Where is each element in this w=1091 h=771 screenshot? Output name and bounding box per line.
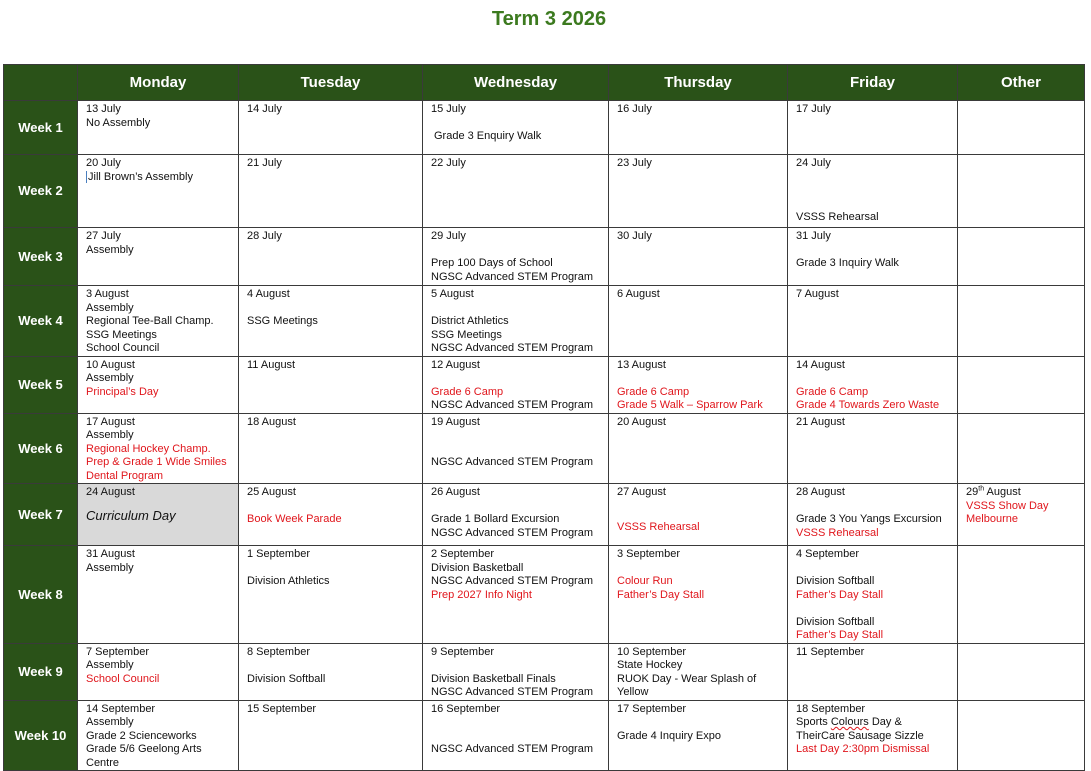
event-highlight: Regional Hockey Champ.	[86, 442, 211, 455]
header-corner	[4, 65, 78, 101]
cell-date: 7 September	[86, 645, 149, 658]
event: Sports Colours Day &	[796, 716, 902, 728]
cell-date: 11 September	[796, 645, 865, 658]
week-row-10	[4, 700, 1085, 771]
cell-tuesday	[239, 643, 423, 700]
week-label: Week 9	[4, 643, 78, 700]
event-highlight: Grade 4 Towards Zero Waste	[796, 399, 940, 411]
event: NGSC Advanced STEM Program	[431, 456, 594, 468]
event-highlight: Grade 6 Camp	[617, 385, 690, 398]
event-highlight: Prep & Grade 1 Wide Smiles	[86, 456, 227, 468]
cell-date: 4 August	[247, 288, 290, 300]
event: Prep 100 Days of School	[431, 257, 553, 269]
cell-monday	[78, 286, 239, 357]
cell-date: 17 July	[796, 103, 831, 115]
cell-friday	[788, 546, 958, 644]
event-highlight: Grade 6 Camp	[431, 385, 504, 398]
cell-other	[958, 484, 1085, 546]
event: NGSC Advanced STEM Program	[431, 270, 594, 283]
cell-date: 11 August	[247, 358, 296, 371]
cell-wednesday	[423, 546, 609, 644]
event-highlight: School Council	[86, 672, 160, 685]
event: Jill Brown’s Assembly	[88, 170, 193, 183]
week-label: Week 2	[4, 155, 78, 228]
cell-other	[958, 643, 1085, 700]
cell-friday	[788, 413, 958, 484]
cell-date: 29th August	[966, 485, 1021, 498]
cell-wednesday	[423, 413, 609, 484]
cell-other	[958, 228, 1085, 286]
event: Grade 3 Inquiry Walk	[796, 257, 899, 269]
cell-friday	[788, 356, 958, 413]
cell-other	[958, 413, 1085, 484]
event: Division Basketball	[431, 561, 524, 574]
event: Division Softball	[247, 672, 326, 685]
cell-thursday	[609, 484, 788, 546]
week-label: Week 1	[4, 101, 78, 155]
cell-date: 18 August	[247, 415, 296, 428]
cell-date: 10 August	[86, 358, 135, 371]
cell-date: 29 July	[431, 230, 466, 242]
cell-date: 10 September	[617, 645, 687, 658]
cell-tuesday	[239, 484, 423, 546]
event: Division Basketball Finals	[431, 672, 556, 685]
header-wednesday: Wednesday	[423, 65, 609, 101]
cell-tuesday	[239, 228, 423, 286]
cell-date: 14 September	[86, 702, 156, 715]
event: Assembly	[86, 561, 134, 574]
cell-thursday	[609, 546, 788, 644]
cell-tuesday	[239, 700, 423, 771]
event: NGSC Advanced STEM Program	[431, 342, 594, 354]
event: State Hockey	[617, 659, 683, 671]
cell-date: 19 August	[431, 415, 480, 428]
cell-date: 27 July	[86, 230, 121, 242]
cell-date: 28 August	[796, 486, 845, 498]
event: NGSC Advanced STEM Program	[431, 743, 594, 755]
event: VSSS Rehearsal	[796, 210, 879, 223]
cell-date: 4 September	[796, 548, 859, 560]
event: NGSC Advanced STEM Program	[431, 686, 594, 698]
cell-friday	[788, 286, 958, 357]
cell-monday	[78, 700, 239, 771]
cell-date: 2 September	[431, 548, 494, 560]
week-row-6	[4, 413, 1085, 484]
event: NGSC Advanced STEM Program	[431, 526, 594, 539]
cell-tuesday	[239, 155, 423, 228]
cell-friday	[788, 228, 958, 286]
cell-monday	[78, 228, 239, 286]
cell-date: 13 July	[86, 103, 121, 115]
cell-date: 17 September	[617, 702, 687, 715]
cell-date: 20 July	[86, 157, 121, 169]
cell-monday	[78, 155, 239, 228]
event: Grade 2 Scienceworks	[86, 729, 197, 742]
week-label: Week 6	[4, 413, 78, 484]
cell-wednesday	[423, 101, 609, 155]
event: SSG Meetings	[431, 328, 502, 341]
cell-date: 28 July	[247, 230, 282, 242]
cell-monday	[78, 101, 239, 155]
event-highlight: VSSS Rehearsal	[796, 526, 879, 539]
event-highlight: Dental Program	[86, 469, 164, 482]
cell-date: 25 August	[247, 486, 296, 498]
cell-tuesday	[239, 546, 423, 644]
event-highlight: Book Week Parade	[247, 513, 342, 525]
event-highlight: VSSS Show Day	[966, 499, 1049, 512]
event: SSG Meetings	[86, 328, 157, 341]
event: Regional Tee-Ball Champ.	[86, 315, 214, 327]
header-monday: Monday	[78, 65, 239, 101]
event: School Council	[86, 342, 160, 354]
cell-date: 14 August	[796, 358, 845, 371]
event: Grade 5/6 Geelong Arts Centre	[86, 743, 202, 769]
week-label: Week 4	[4, 286, 78, 357]
cell-date: 3 August	[86, 288, 129, 300]
event: NGSC Advanced STEM Program	[431, 575, 594, 587]
cell-tuesday	[239, 356, 423, 413]
event: Grade 3 Enquiry Walk	[434, 130, 542, 142]
cell-date: 31 July	[796, 230, 831, 242]
event-highlight: Last Day 2:30pm Dismissal	[796, 743, 930, 755]
week-label: Week 8	[4, 546, 78, 644]
event: Assembly	[86, 429, 134, 441]
event: Assembly	[86, 243, 134, 256]
cell-date: 22 July	[431, 157, 466, 169]
cell-date: 3 September	[617, 548, 680, 560]
cell-friday	[788, 155, 958, 228]
page-title: Term 3 2026	[491, 8, 607, 30]
cell-friday	[788, 484, 958, 546]
cell-date: 7 August	[796, 288, 839, 300]
cell-date: 24 July	[796, 157, 831, 169]
cell-thursday	[609, 155, 788, 228]
event-highlight: Colour Run	[617, 575, 673, 587]
week-label: Week 7	[4, 484, 78, 546]
week-row-9	[4, 643, 1085, 700]
cell-monday	[78, 413, 239, 484]
cell-other	[958, 286, 1085, 357]
cell-date: 5 August	[431, 288, 474, 300]
event: No Assembly	[86, 116, 151, 129]
week-row-4	[4, 286, 1085, 357]
cell-friday	[788, 643, 958, 700]
cell-date: 6 August	[617, 288, 660, 300]
cell-friday	[788, 101, 958, 155]
event: District Athletics	[431, 315, 509, 327]
cell-date: 21 August	[796, 415, 845, 428]
header-tuesday: Tuesday	[239, 65, 423, 101]
cell-date: 8 September	[247, 645, 310, 658]
event-highlight: Father’s Day Stall	[617, 588, 705, 601]
cell-thursday	[609, 101, 788, 155]
event: Grade 1 Bollard Excursion	[431, 513, 560, 525]
event-highlight: Father’s Day Stall	[796, 629, 884, 641]
header-friday: Friday	[788, 65, 958, 101]
cell-other	[958, 546, 1085, 644]
cell-other	[958, 356, 1085, 413]
cell-monday-curriculum-day	[78, 484, 239, 546]
cell-date: 16 September	[431, 702, 501, 715]
event: Grade 4 Inquiry Expo	[617, 729, 721, 742]
week-label: Week 3	[4, 228, 78, 286]
week-label: Week 5	[4, 356, 78, 413]
cell-monday	[78, 546, 239, 644]
cell-date: 14 July	[247, 103, 282, 115]
cell-monday	[78, 643, 239, 700]
cell-tuesday	[239, 413, 423, 484]
cell-other	[958, 700, 1085, 771]
term-calendar-table	[3, 64, 1085, 771]
cell-wednesday	[423, 643, 609, 700]
cell-friday	[788, 700, 958, 771]
cell-date: 31 August	[86, 548, 135, 560]
cell-thursday	[609, 228, 788, 286]
event-highlight: Grade 6 Camp	[796, 385, 869, 398]
cell-thursday	[609, 356, 788, 413]
cell-date: 13 August	[617, 358, 666, 371]
event: Assembly	[86, 659, 134, 671]
cell-date: 27 August	[617, 486, 666, 498]
event: Grade 3 You Yangs Excursion	[796, 513, 942, 525]
cell-wednesday	[423, 155, 609, 228]
cell-wednesday	[423, 228, 609, 286]
cell-thursday	[609, 413, 788, 484]
event: Division Softball	[796, 575, 875, 587]
cell-date: 16 July	[617, 103, 652, 115]
event: TheirCare Sausage Sizzle	[796, 729, 924, 742]
event-highlight: Melbourne	[966, 513, 1018, 525]
cell-tuesday	[239, 101, 423, 155]
cell-thursday	[609, 286, 788, 357]
cell-wednesday	[423, 286, 609, 357]
cell-date: 17 August	[86, 415, 135, 428]
event: Assembly	[86, 301, 134, 314]
event: Curriculum Day	[86, 507, 176, 523]
cell-date: 12 August	[431, 358, 480, 371]
cell-tuesday	[239, 286, 423, 357]
week-row-1	[4, 101, 1085, 155]
cell-other	[958, 101, 1085, 155]
cell-date: 9 September	[431, 645, 494, 658]
week-row-8	[4, 546, 1085, 644]
cell-monday	[78, 356, 239, 413]
event: Assembly	[86, 716, 134, 728]
event-highlight: Father’s Day Stall	[796, 588, 884, 601]
cell-thursday	[609, 700, 788, 771]
header-row	[4, 65, 1085, 101]
cell-date: 15 July	[431, 103, 466, 115]
cell-other	[958, 155, 1085, 228]
event-highlight: Principal’s Day	[86, 385, 159, 398]
cell-thursday	[609, 643, 788, 700]
header-thursday: Thursday	[609, 65, 788, 101]
event-highlight: Grade 5 Walk – Sparrow Park	[617, 399, 763, 411]
event: NGSC Advanced STEM Program	[431, 399, 594, 411]
event: SSG Meetings	[247, 315, 318, 327]
event: Division Softball	[796, 615, 875, 628]
event: Division Athletics	[247, 575, 330, 587]
cell-date: 23 July	[617, 157, 652, 169]
week-row-7	[4, 484, 1085, 546]
event-highlight: VSSS Rehearsal	[617, 521, 700, 533]
cell-date: 18 September	[796, 702, 866, 715]
text-cursor-icon	[86, 171, 87, 183]
week-label: Week 10	[4, 700, 78, 771]
week-row-3	[4, 228, 1085, 286]
cell-wednesday	[423, 484, 609, 546]
cell-date: 20 August	[617, 415, 666, 428]
week-row-5	[4, 356, 1085, 413]
event: Assembly	[86, 372, 134, 384]
cell-date: 1 September	[247, 548, 310, 560]
cell-date: 24 August	[86, 486, 135, 498]
cell-wednesday	[423, 700, 609, 771]
cell-wednesday	[423, 356, 609, 413]
event: RUOK Day - Wear Splash of Yellow	[617, 672, 757, 698]
cell-date: 26 August	[431, 486, 480, 498]
cell-date: 30 July	[617, 230, 652, 242]
event-highlight: Prep 2027 Info Night	[431, 588, 532, 601]
cell-date: 15 September	[247, 702, 317, 715]
header-other: Other	[958, 65, 1085, 101]
week-row-2	[4, 155, 1085, 228]
cell-date: 21 July	[247, 157, 282, 169]
